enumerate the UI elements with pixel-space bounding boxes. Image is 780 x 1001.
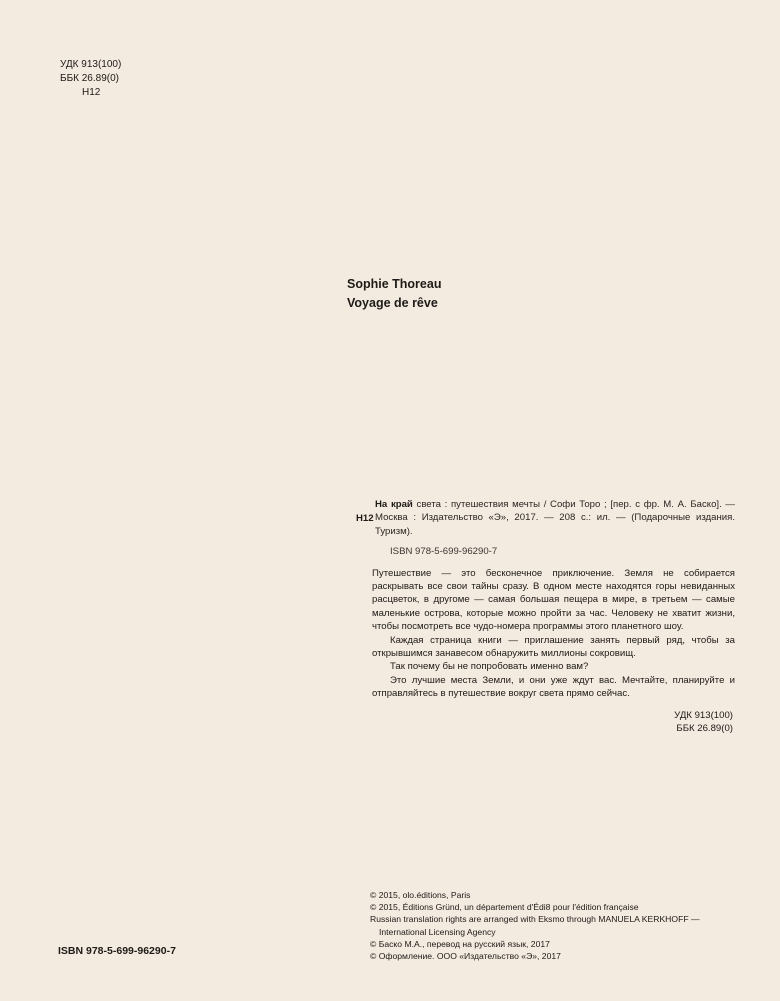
copyright-line: © Оформление. ООО «Издательство «Э», 2017 xyxy=(370,951,561,962)
isbn-bottom: ISBN 978-5-699-96290-7 xyxy=(58,945,176,957)
udk-code: УДК 913(100) xyxy=(60,59,122,70)
classification-block xyxy=(60,58,121,100)
author-sign: Н12 xyxy=(82,87,101,98)
original-title: Voyage de rêve xyxy=(347,296,438,310)
card-classification xyxy=(357,709,735,735)
card-isbn: ISBN 978-5-699-96290-7 xyxy=(390,546,498,558)
annotation-paragraph: Это лучшие места Земли, и они уже ждут вас. Мечтайте, планируйте и отправляйтесь в путешествие вокруг света прямо сейчас. xyxy=(372,674,735,700)
bbk-code: ББК 26.89(0) xyxy=(60,73,119,84)
copyright-block xyxy=(370,889,700,962)
bibliographic-details: света : путешествия мечты / Софи Торо ; [пер. с фр. М. А. Баско]. — Москва : Издательство «Э», 2017. — 208 с.: ил. — (Подарочные издания. Туризм). xyxy=(375,499,736,537)
copyright-line: © Баско М.А., перевод на русский язык, 2017 xyxy=(370,938,550,949)
copyright-line: Russian translation rights are arranged with Eksmo through MANUELA KERKHOFF — xyxy=(370,914,700,925)
annotation-paragraph: Так почему бы не попробовать именно вам? xyxy=(390,661,589,673)
book-title: На край xyxy=(375,499,413,510)
annotation-paragraph: Каждая страница книги — приглашение занять первый ряд, чтобы за открывшимся занавесом обнаружить миллионы сокровищ. xyxy=(372,634,735,660)
catalog-card xyxy=(357,498,735,735)
original-author: Sophie Thoreau xyxy=(347,277,442,291)
annotation xyxy=(357,567,735,701)
original-title-block xyxy=(347,275,441,313)
copyright-line: © 2015, olo.éditions, Paris xyxy=(370,890,471,900)
card-bbk: ББК 26.89(0) xyxy=(676,722,733,734)
copyright-line: International Licensing Agency xyxy=(379,926,496,937)
card-author-sign: Н12 xyxy=(356,513,374,524)
annotation-paragraph: Путешествие — это бесконечное приключение. Земля не собирается раскрывать все свои тайны сразу. В одном месте находятся горы невиданных расцветок, в другоме — самая большая пещера в мире, в третьем — самые маленькие острова, которые можно пройти за час. Человеку не хватит жизни, чтобы посмотреть все чудо-номера программы этого планетного шоу. xyxy=(372,567,735,633)
card-udk: УДК 913(100) xyxy=(674,709,733,721)
copyright-line: © 2015, Éditions Gründ, un département d'Édi8 pour l'édition française xyxy=(370,902,639,913)
bibliographic-description xyxy=(375,498,735,538)
